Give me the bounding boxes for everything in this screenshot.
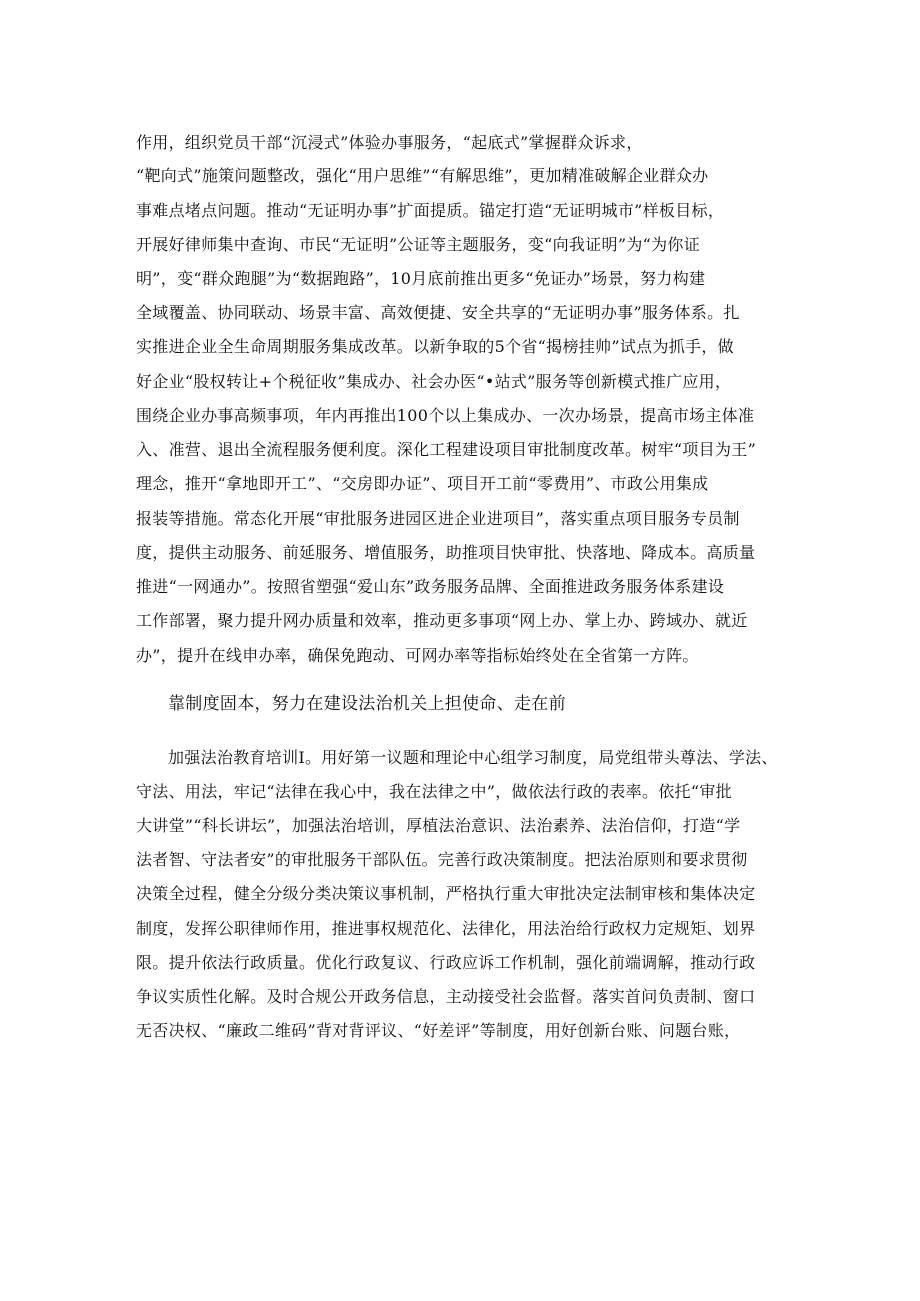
paragraph-line: 法者智、守法者安”的审批服务干部队伍。完善行政决策制度。把法治原则和要求贯彻 [136,850,748,869]
paragraph-line: 加强法治教育培训I。用好第一议题和理论中心组学习制度，局党组带头尊法、学法、 [168,748,778,767]
paragraph-line: 事难点堵点问题。推动“无证明办事”扩面提质。锚定打造“无证明城市”样板目标， [136,201,725,220]
paragraph-line: 守法、用法，牢记“法律在我心中，我在法律之中”，做依法行政的表率。依托“审批 [136,782,732,801]
paragraph-line: 大讲堂”“科长讲坛”，加强法治培训，厚植法治意识、法治素养、法治信仰，打造“学 [136,816,741,835]
paragraph-line: 度，提供主动服务、前延服务、增值服务，助推项目快审批、快落地、降成本。高质量 [136,543,756,562]
paragraph-line: “靶向式”施策问题整改，强化“用户思维”“有解思维”，更加精准破解企业群众办 [136,166,709,185]
paragraph-line: 争议实质性化解。及时合规公开政务信息，主动接受社会监督。落实首问负责制、窗口 [136,987,756,1006]
paragraph-line: 无否决权、“廉政二维码”背对背评议、“好差评”等制度，用好创新台账、问题台账， [136,1021,741,1040]
paragraph-line: 限。提升依法行政质量。优化行政复议、行政应诉工作机制，强化前端调解，推动行政 [136,953,756,972]
paragraph-line: 好企业“股权转让+个税征收”集成办、社会办医“•站式”服务等创新模式推广应用， [136,372,732,391]
paragraph-line: 作用，组织党员干部“沉浸式”体验办事服务，“起底式”掌握群众诉求， [136,133,643,152]
paragraph-line: 明”，变“群众跑腿”为“数据跑路”，10月底前推出更多“免证办”场景，努力构建 [136,269,706,288]
paragraph-line: 办”，提升在线申办率，确保免跑动、可网办率等指标始终处在全省第一方阵。 [136,646,699,665]
paragraph-line: 开展好律师集中查询、市民“无证明”公证等主题服务，变“向我证明”为“为你证 [136,235,700,254]
paragraph-line: 全域覆盖、协同联动、场景丰富、高效便捷、安全共享的“无证明办事”服务体系。扎 [136,303,740,322]
paragraph-line: 工作部署，聚力提升网办质量和效率，推动更多事项“网上办、掌上办、跨域办、就近 [136,611,748,630]
paragraph-line: 决策全过程，健全分级分类决策议事机制，严格执行重大审批决定法制审核和集体决定 [136,884,756,903]
paragraph-line: 报装等措施。常态化开展“审批服务进园区进企业进项目”，落实重点项目服务专员制 [136,509,740,528]
paragraph-line: 实推进企业全生命周期服务集成改革。以新争取的5个省“揭榜挂帅”试点为抓手，做 [136,337,734,356]
section-heading: 靠制度固本，努力在建设法治机关上担使命、走在前 [168,694,566,714]
paragraph-line: 围绕企业办事高频事项，年内再推出100个以上集成办、一次办场景，提高市场主体准 [136,406,755,425]
paragraph-line: 入、准营、退出全流程服务便利度。深化工程建设项目审批制度改革。树牢“项目为王” [136,440,757,459]
paragraph-line: 理念，推开“拿地即开工”、“交房即办证”、项目开工前“零费用”、市政公用集成 [136,474,709,493]
paragraph-line: 推进“一网通办”。按照省塑强“爱山东”政务服务品牌、全面推进政务服务体系建设 [136,577,725,596]
paragraph-line: 制度，发挥公职律师作用，推进事权规范化、法律化，用法治给行政权力定规矩、划界 [136,919,756,938]
